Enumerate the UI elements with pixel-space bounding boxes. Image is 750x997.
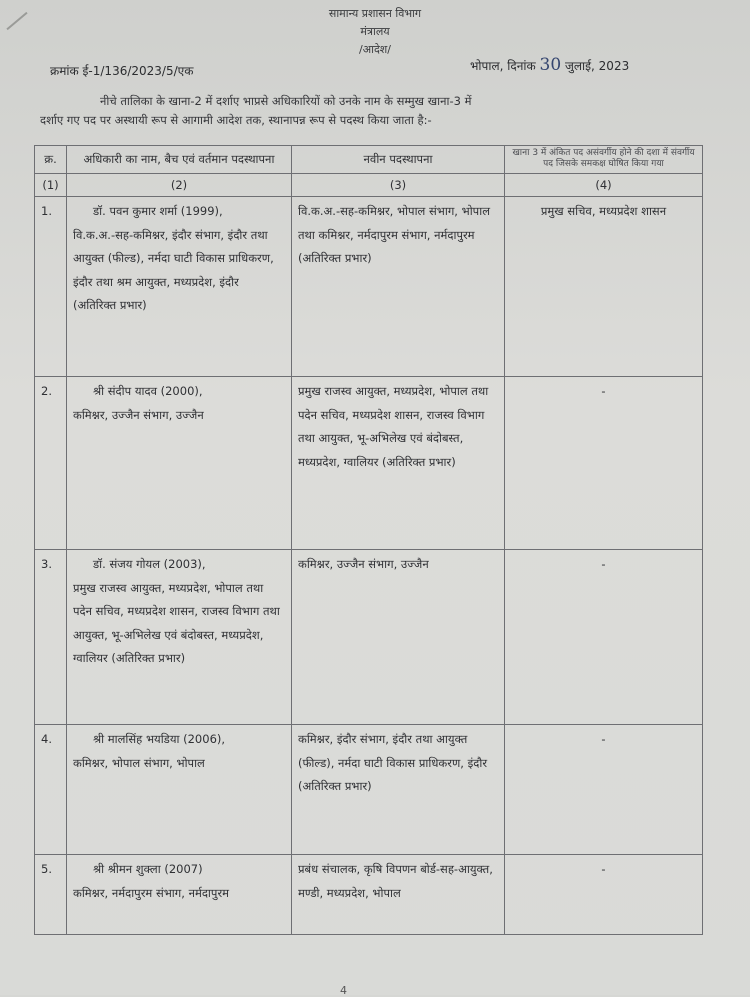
header-officer: अधिकारी का नाम, बैच एवं वर्तमान पदस्थापना [67, 146, 292, 174]
row-serial: 1. [35, 197, 67, 377]
page-number: 4 [340, 984, 347, 997]
order-number: क्रमांक ई-1/136/2023/5/एक [50, 64, 194, 78]
new-posting: प्रबंध संचालक, कृषि विपणन बोर्ड-सह-आयुक्त, मण्डी, मध्यप्रदेश, भोपाल [292, 855, 505, 935]
header-equivalent: खाना 3 में अंकित पद असंवर्गीय होने की दशा में संवर्गीय पद जिसके समकक्ष घोषित किया गया [505, 146, 703, 174]
officer-name: डॉ. पवन कुमार शर्मा (1999), [93, 204, 223, 218]
equivalent-post: - [505, 550, 703, 725]
intro-line-1: नीचे तालिका के खाना-2 में दर्शाए भाप्रसे अधिकारियों को उनके नाम के सम्मुख खाना-3 में [100, 94, 472, 108]
current-posting: प्रमुख राजस्व आयुक्त, मध्यप्रदेश, भोपाल तथा पदेन सचिव, मध्यप्रदेश शासन, राजस्व विभाग तथा आयुक्त, भू-अभिलेख एवं बंदोबस्त, मध्यप्रदेश, ग्वालियर (अतिरिक्त प्रभार) [73, 580, 280, 665]
date-day: 30 [539, 55, 562, 75]
row-serial: 4. [35, 725, 67, 855]
postings-table [34, 145, 703, 935]
new-posting: वि.क.अ.-सह-कमिश्नर, भोपाल संभाग, भोपाल तथा कमिश्नर, नर्मदापुरम संभाग, नर्मदापुरम (अतिरिक्त प्रभार) [292, 197, 505, 377]
office-name: मंत्रालय [360, 25, 390, 38]
column-number: (1) [35, 174, 67, 197]
equivalent-post: - [505, 725, 703, 855]
column-number-row [35, 174, 703, 197]
row-serial: 3. [35, 550, 67, 725]
officer-name: श्री संदीप यादव (2000), [93, 384, 203, 398]
table-row [35, 377, 703, 550]
intro-line-2: दर्शाए गए पद पर अस्थायी रूप से आगामी आदेश तक, स्थानापन्न रूप से पदस्थ किया जाता है:- [40, 113, 432, 127]
officer-cell [67, 725, 292, 855]
date-rest: जुलाई, 2023 [565, 59, 630, 73]
officer-name: श्री मालसिंह भयडिया (2006), [93, 732, 226, 746]
new-posting: कमिश्नर, इंदौर संभाग, इंदौर तथा आयुक्त (फील्ड), नर्मदा घाटी विकास प्राधिकरण, इंदौर (अतिरिक्त प्रभार) [292, 725, 505, 855]
new-posting: प्रमुख राजस्व आयुक्त, मध्यप्रदेश, भोपाल तथा पदेन सचिव, मध्यप्रदेश शासन, राजस्व विभाग तथा आयुक्त, भू-अभिलेख एवं बंदोबस्त, मध्यप्रदेश, ग्वालियर (अतिरिक्त प्रभार) [292, 377, 505, 550]
order-date [470, 55, 629, 75]
new-posting: कमिश्नर, उज्जैन संभाग, उज्जैन [292, 550, 505, 725]
table-row [35, 550, 703, 725]
column-number: (3) [292, 174, 505, 197]
table-row [35, 725, 703, 855]
header-new-posting: नवीन पदस्थापना [292, 146, 505, 174]
department-name: सामान्य प्रशासन विभाग [328, 7, 422, 20]
officer-cell [67, 550, 292, 725]
current-posting: कमिश्नर, उज्जैन संभाग, उज्जैन [73, 407, 204, 422]
table-row [35, 855, 703, 935]
date-prefix: भोपाल, दिनांक [470, 59, 536, 73]
officer-cell [67, 377, 292, 550]
header-serial: क्र. [35, 146, 67, 174]
column-number: (2) [67, 174, 292, 197]
equivalent-post: - [505, 377, 703, 550]
equivalent-post: - [505, 855, 703, 935]
officer-cell [67, 197, 292, 377]
current-posting: वि.क.अ.-सह-कमिश्नर, इंदौर संभाग, इंदौर तथा आयुक्त (फील्ड), नर्मदा घाटी विकास प्राधिकरण, इंदौर तथा श्रम आयुक्त, मध्यप्रदेश, इंदौर (अतिरिक्त प्रभार) [73, 227, 274, 312]
current-posting: कमिश्नर, भोपाल संभाग, भोपाल [73, 755, 205, 770]
column-number: (4) [505, 174, 703, 197]
officer-name: डॉ. संजय गोयल (2003), [93, 557, 206, 571]
officer-name: श्री श्रीमन शुक्ला (2007) [93, 862, 203, 876]
current-posting: कमिश्नर, नर्मदापुरम संभाग, नर्मदापुरम [73, 885, 230, 900]
intro-paragraph [40, 92, 720, 130]
row-serial: 2. [35, 377, 67, 550]
row-serial: 5. [35, 855, 67, 935]
equivalent-post: प्रमुख सचिव, मध्यप्रदेश शासन [505, 197, 703, 377]
officer-cell [67, 855, 292, 935]
table-row [35, 197, 703, 377]
order-title: /आदेश/ [359, 43, 391, 56]
table-header-row [35, 146, 703, 174]
